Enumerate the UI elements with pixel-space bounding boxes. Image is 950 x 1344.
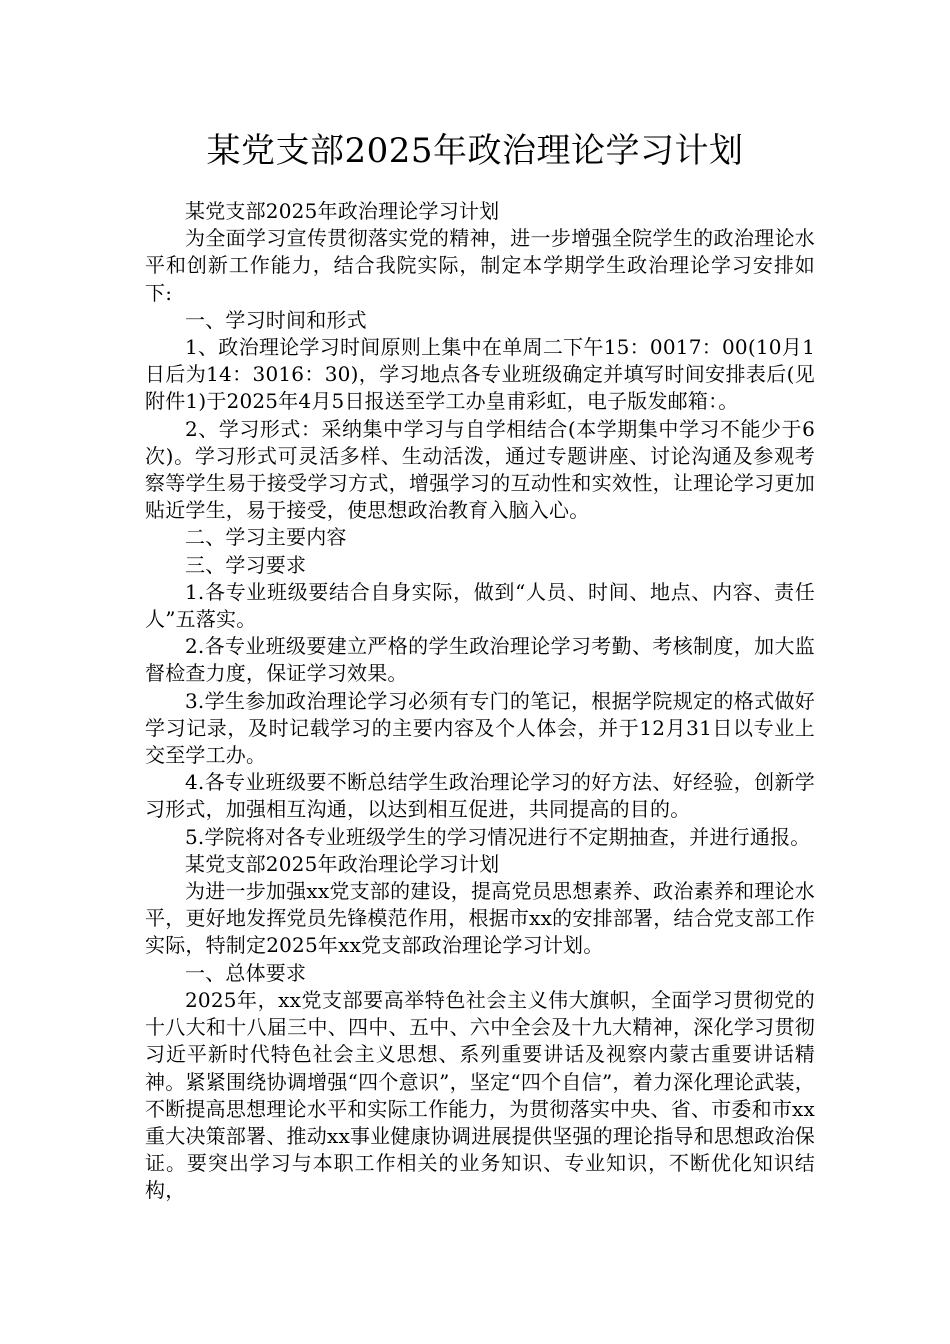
paragraph-requirement-3: 3.学生参加政治理论学习必须有专门的笔记，根据学院规定的格式做好学习记录，及时记载学习的主要内容及个人体会，并于12月31日以专业上交至学工办。 (145, 688, 815, 768)
paragraph-item-1-time: 1、政治理论学习时间原则上集中在单周二下午15：0017：00(10月1日后为14：3016：30)，学习地点各专业班级确定并填写时间安排表后(见附件1)于2025年4月5日报送至学工办皇甫彩虹，电子版发邮箱：。 (145, 335, 815, 414)
heading-overall-requirements: 一、总体要求 (185, 960, 307, 985)
heading-time-and-form: 一、学习时间和形式 (185, 307, 367, 332)
paragraph-requirement-2: 2.各专业班级要建立严格的学生政治理论学习考勤、考核制度，加大监督检查力度，保证学习效果。 (145, 634, 815, 686)
document-title: 某党支部2025年政治理论学习计划 (206, 131, 744, 171)
paragraph-requirement-1: 1.各专业班级要结合自身实际，做到“人员、时间、地点、内容、责任人”五落实。 (145, 579, 815, 632)
paragraph-overall-body: 2025年，xx党支部要高举特色社会主义伟大旗帜，全面学习贯彻党的十八大和十八届三中、四中、五中、六中全会及十九大精神，深化学习贯彻习近平新时代特色社会主义思想、系列重要讲话及视察内蒙古重要讲话精神。紧紧围绕协调增强“四个意识”，坚定“四个自信”，着力深化理论武装，不断提高思想理论水平和实际工作能力，为贯彻落实中央、省、市委和市xx重大决策部署、推动xx事业健康协调进展提供坚强的理论指导和思想政治保证。要突出学习与本职工作相关的业务知识、专业知识，不断优化知识结构， (145, 987, 815, 1203)
heading-requirements: 三、学习要求 (185, 552, 307, 577)
document-body (145, 198, 815, 1205)
paragraph-item-2-form: 2、学习形式：采纳集中学习与自学相结合(本学期集中学习不能少于6次)。学习形式可灵活多样、生动活泼，通过专题讲座、讨论沟通及参观考察等学生易于接受学习方式，增强学习的互动性和实效性，让理论学习更加贴近学生，易于接受，使思想政治教育入脑入心。 (145, 416, 815, 523)
paragraph-requirement-5: 5.学院将对各专业班级学生的学习情况进行不定期抽查，并进行通报。 (185, 824, 811, 849)
paragraph-requirement-4: 4.各专业班级要不断总结学生政治理论学习的好方法、好经验，创新学习形式，加强相互沟通，以达到相互促进，共同提高的目的。 (145, 770, 815, 822)
heading-main-content: 二、学习主要内容 (185, 525, 347, 550)
paragraph-second-title: 某党支部2025年政治理论学习计划 (185, 851, 500, 876)
paragraph-second-intro: 为进一步加强xx党支部的建设，提高党员思想素养、政治素养和理论水平，更好地发挥党员先锋模范作用，根据市xx的安排部署，结合党支部工作实际，特制定2025年xx党支部政治理论学习计划。 (145, 879, 815, 958)
paragraph-intro: 为全面学习宣传贯彻落实党的精神，进一步增强全院学生的政治理论水平和创新工作能力，结合我院实际，制定本学期学生政治理论学习安排如下: (145, 226, 815, 305)
paragraph-subtitle: 某党支部2025年政治理论学习计划 (185, 199, 500, 223)
